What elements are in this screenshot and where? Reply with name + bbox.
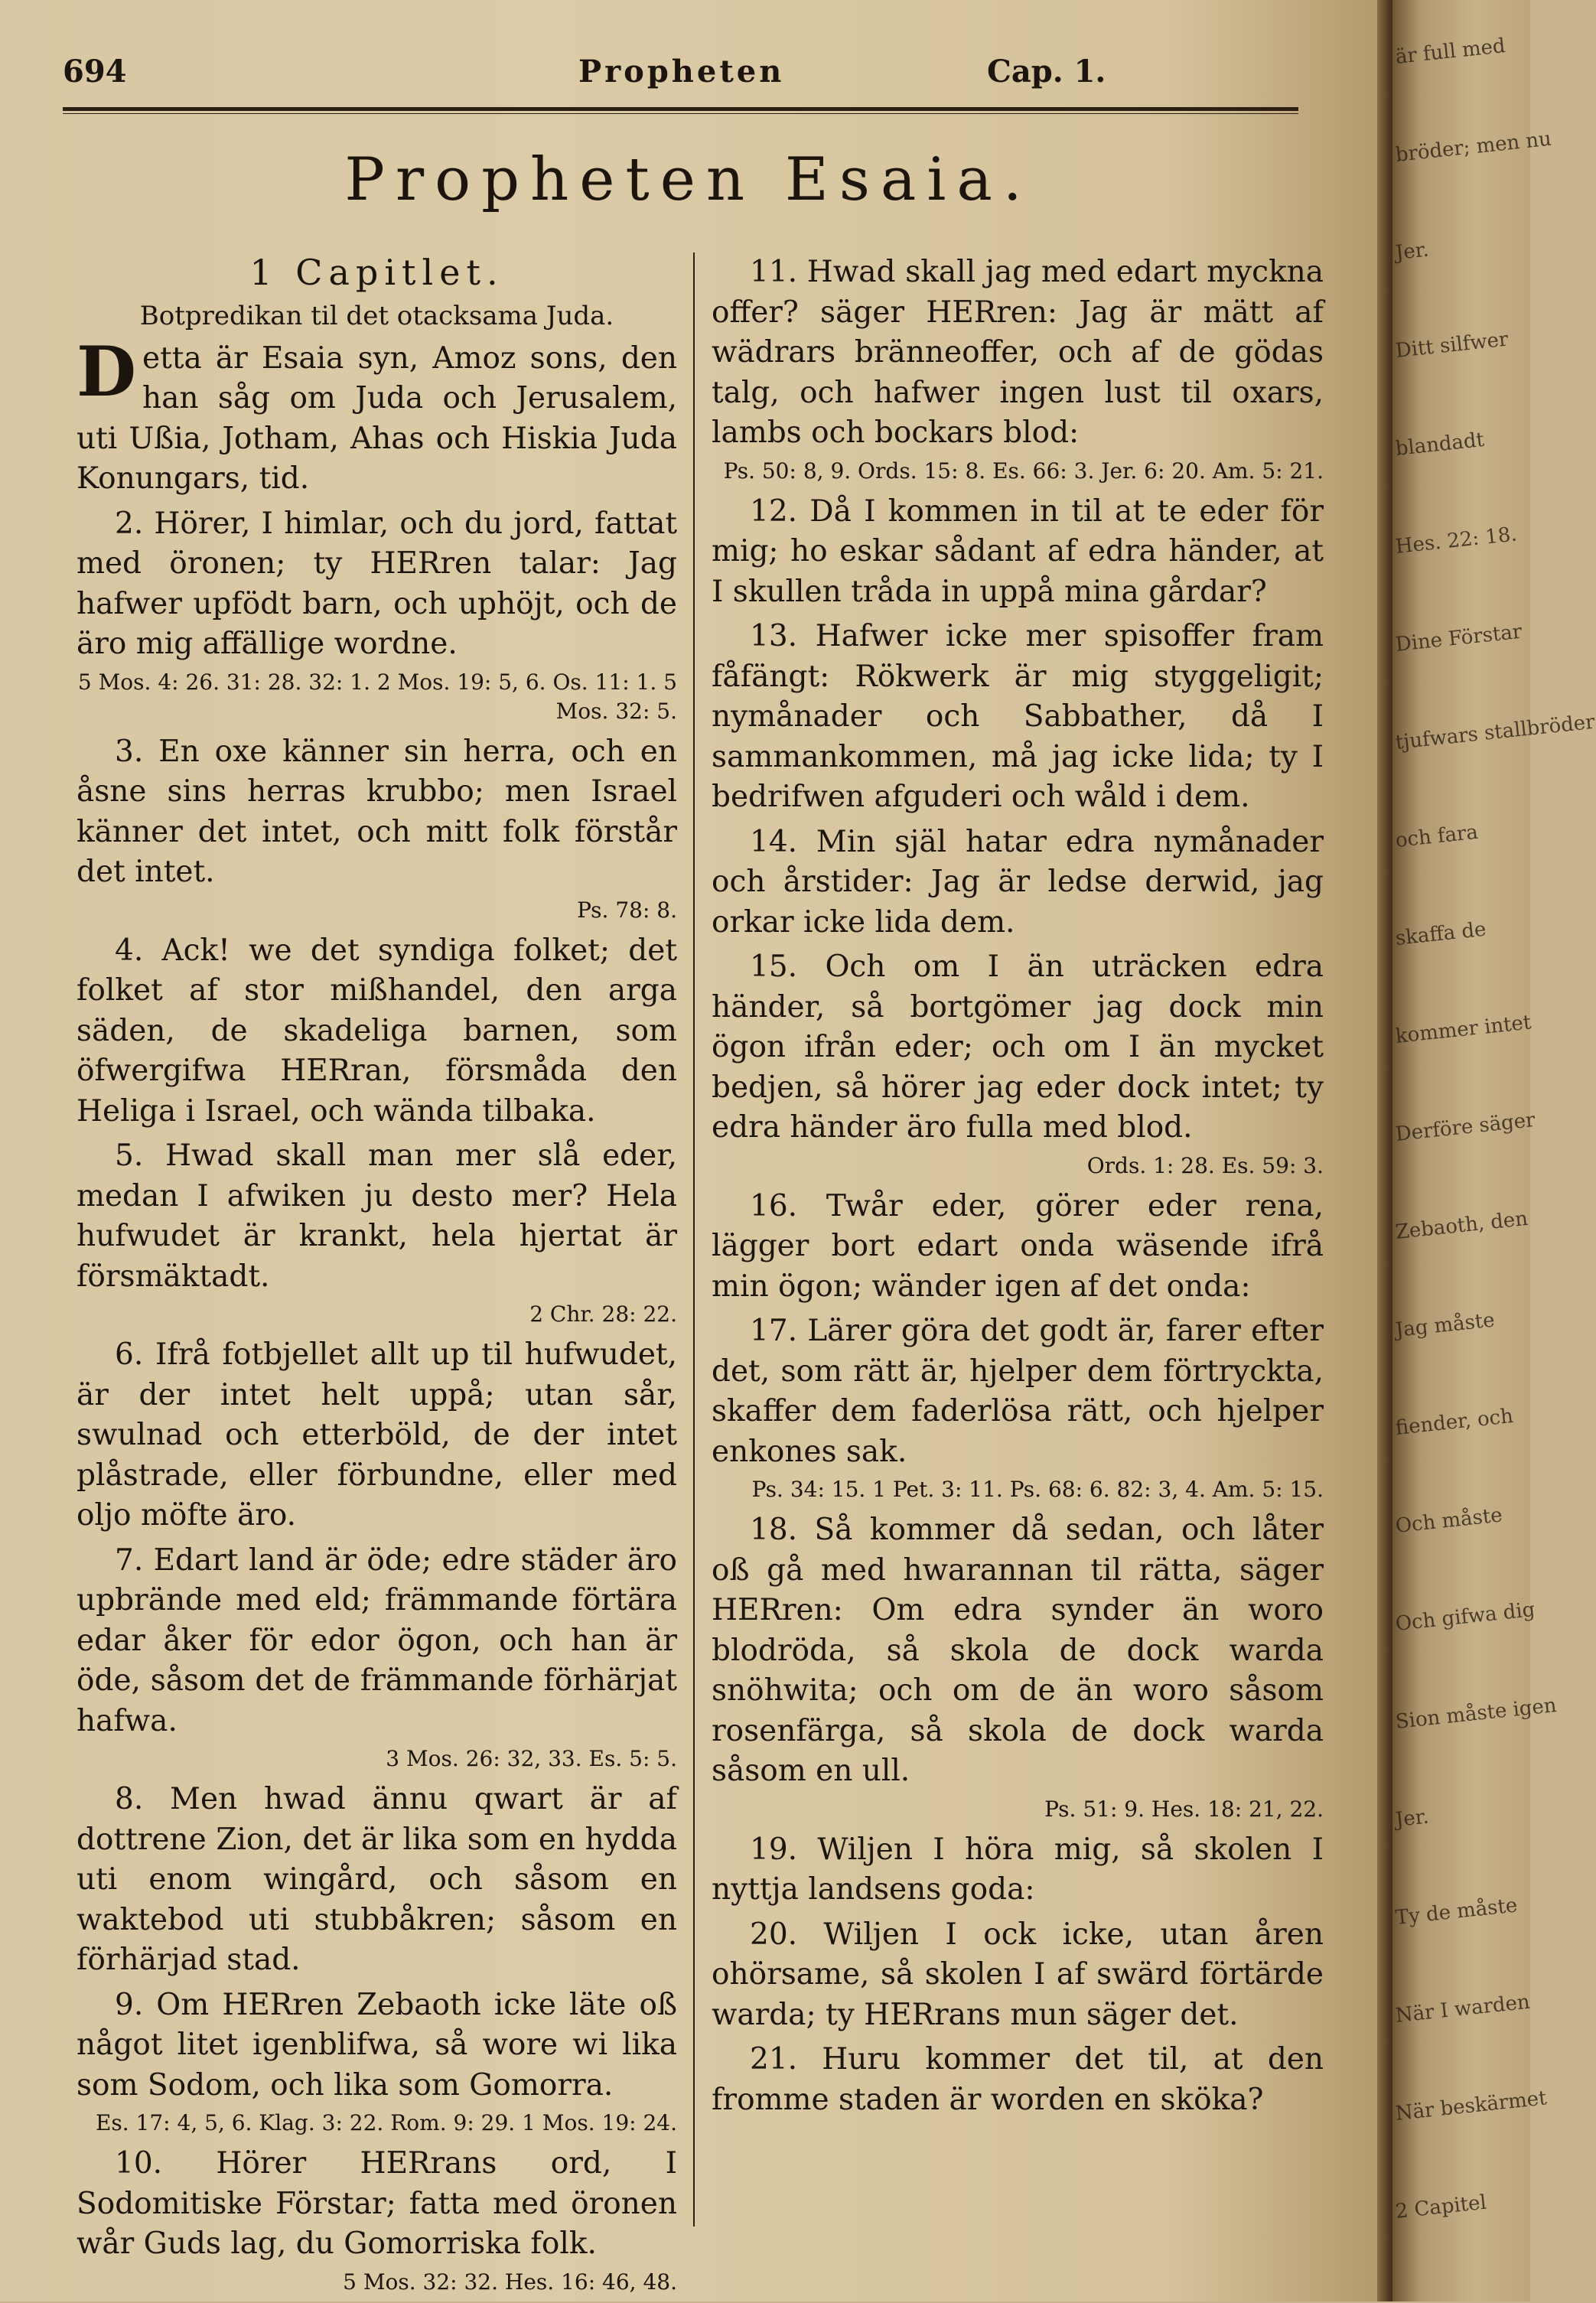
verse-text: 21. Huru kommer det til, at den fromme staden är worden en sköka? [712, 2042, 1324, 2117]
verse-text: 15. Och om I än uträcken edra händer, så bortgömer jag dock min ögon ifrån eder; och om I än mycket bedjen, så hörer jag eder dock intet; ty edra händer äro fulla med blod. [712, 950, 1324, 1145]
verse [77, 2144, 677, 2265]
verse-text: 17. Lärer göra det godt är, farer efter det, som rätt är, hjelper dem förtryckta, skaffer dem faderlösa rätt, och hjelper enkones sak. [712, 1314, 1324, 1469]
header-rule-thin [63, 113, 1298, 114]
cross-reference: Ps. 51: 9. Hes. 18: 21, 22. [1044, 1796, 1324, 1822]
facing-page-fragment: bröder; men nu [1394, 127, 1553, 167]
verse [712, 1915, 1324, 2036]
cross-reference: 3 Mos. 26: 32, 33. Es. 5: 5. [386, 1746, 677, 1771]
verse-text: 18. Så kommer då sedan, och låter oß gå med hwarannan til rätta, säger HERren: Om edra synder än woro blodröda, så skola de dock warda snöhwita; och om de än woro såsom rosenfärga, så skola de dock warda såsom en ull. [712, 1513, 1324, 1788]
verse [712, 1187, 1324, 1308]
verse-text: 7. Edart land är öde; edre städer äro upbrände med eld; främmande förtära edar åker för edor ögon, och han är öde, såsom det de främmande förhärjat hafwa. [77, 1542, 677, 1738]
facing-page-edge [1392, 0, 1596, 2301]
facing-page-fragment: Ditt silfwer [1394, 327, 1510, 363]
right-column [712, 252, 1324, 2125]
verse [77, 1335, 677, 1536]
facing-page-fragment: kommer intet [1394, 1011, 1532, 1048]
verse [77, 1541, 677, 1742]
facing-page-fragment: 2 Capitel [1394, 2191, 1488, 2223]
cross-reference: Es. 17: 4, 5, 6. Klag. 3: 22. Rom. 9: 29. 1 Mos. 19: 24. [95, 2110, 677, 2135]
running-title: Propheten [578, 54, 785, 90]
verse [712, 947, 1324, 1148]
facing-page-fragment: Zebaoth, den [1394, 1207, 1529, 1244]
header-rule [63, 107, 1298, 111]
cross-reference: Ps. 34: 15. 1 Pet. 3: 11. Ps. 68: 6. 82: 3, 4. Am. 5: 15. [751, 1477, 1324, 1502]
drop-cap: D [77, 331, 137, 412]
verse-text: 16. Twår eder, görer eder rena, lägger bort edart onda wäsende ifrå min ögon; wänder igen af det onda: [712, 1188, 1324, 1304]
verse-text: 9. Om HERren Zebaoth icke läte oß något litet igenblifwa, så wore wi lika som Sodom, och lika som Gomorra. [77, 1987, 677, 2103]
cross-reference: 5 Mos. 32: 32. Hes. 16: 46, 48. [343, 2269, 677, 2295]
verse [712, 492, 1324, 613]
book-title: Propheten Esaia. [344, 145, 1033, 214]
facing-page-fragment: Jer. [1394, 238, 1430, 265]
cross-reference: Ps. 50: 8, 9. Ords. 15: 8. Es. 66: 3. Jer. 6: 20. Am. 5: 21. [723, 458, 1324, 484]
verse [77, 931, 677, 1132]
verse-text: 3. En oxe känner sin herra, och en åsne sins herras krubbo; men Israel känner det intet, och mitt folk förstår det intet. [77, 734, 677, 889]
left-verses [77, 331, 677, 2297]
facing-page-fragment: Sion måste igen [1394, 1693, 1558, 1734]
verse [712, 822, 1324, 943]
verse-text: 20. Wiljen I ock icke, utan åren ohörsame, så skolen I af swärd förtärde warda; ty HERrans mun säger det. [712, 1917, 1324, 2032]
facing-page-fragment: blandadt [1394, 428, 1486, 461]
chapter-summary: Botpredikan til det otacksama Juda. [139, 300, 614, 331]
facing-page-fragment: Och gifwa dig [1394, 1598, 1536, 1636]
facing-page-fragment: Och måste [1394, 1503, 1504, 1538]
facing-page-fragment: är full med [1394, 34, 1506, 69]
verse-text: 5. Hwad skall man mer slå eder, medan I afwiken ju desto mer? Hela hufwudet är krankt, hela hjertat är försmäktadt. [77, 1138, 677, 1294]
verse [77, 732, 677, 893]
verse [77, 1780, 677, 1981]
cross-reference: 5 Mos. 4: 26. 31: 28. 32: 1. 2 Mos. 19: 5, 6. Os. 11: 1. 5 Mos. 32: 5. [77, 669, 677, 724]
verse [712, 1510, 1324, 1792]
verse-text: 13. Hafwer icke mer spisoffer fram fåfängt: Rökwerk är mig styggeligit; nymånader och Sabbather, då I sammankommen, må jag icke lida; ty I bedrifwen afguderi och wåld i dem. [712, 619, 1324, 814]
verse-text: etta är Esaia syn, Amoz sons, den han såg om Juda och Jerusalem, uti Ußia, Jotham, Ahas och Hiskia Juda Konungars, tid. [77, 340, 677, 496]
facing-page-fragment: Derföre säger [1394, 1108, 1536, 1146]
facing-page-fragment: Dine Förstar [1394, 620, 1523, 656]
facing-page-fragment: fiender, och [1394, 1404, 1515, 1440]
facing-page-fragment: tjufwars stallbröder [1394, 710, 1596, 754]
facing-page-fragment: skaffa de [1394, 917, 1487, 950]
verse [77, 1136, 677, 1297]
column-divider [693, 252, 695, 2226]
book-gutter [1377, 0, 1392, 2301]
verse [712, 252, 1324, 454]
verse-text: 19. Wiljen I höra mig, så skolen I nyttja landsens goda: [712, 1832, 1324, 1907]
verse-text: 8. Men hwad ännu qwart är af dottrene Zion, det är lika som en hydda uti enom wingård, och såsom en waktebod uti stubbåkren; såsom en förhärjad stad. [77, 1782, 677, 1977]
verse-text: 12. Då I kommen in til at te eder för mig; ho eskar sådant af edra händer, at I skullen tråda in uppå mina gårdar? [712, 494, 1324, 609]
facing-page-fragment: Jer. [1394, 1805, 1430, 1832]
verse-text: 11. Hwad skall jag med edart myckna offer? säger HERren: Jag är mätt af wädrars bränneoffer, och af de gödas talg, och hafwer ingen lust til oxars, lambs och bockars blod: [712, 255, 1324, 450]
facing-page-fragment: och fara [1394, 820, 1480, 852]
verse [77, 331, 677, 500]
facing-page-fragment: Jag måste [1394, 1308, 1497, 1342]
chapter-label: Cap. 1. [987, 54, 1106, 90]
verse [712, 1311, 1324, 1472]
verse [712, 617, 1324, 818]
verse [77, 1985, 677, 2106]
right-verses [712, 252, 1324, 2120]
verse-text: 6. Ifrå fotbjellet allt up til hufwudet, är der intet helt uppå; utan sår, swulnad och etterböld, de der intet plåstrade, eller förbundne, eller med oljo möfte äro. [77, 1337, 677, 1533]
facing-page-fragment: Hes. 22: 18. [1394, 523, 1519, 559]
verse-text: 10. Hörer HERrans ord, I Sodomitiske Förstar; fatta med öronen wår Guds lag, du Gomorriska folk. [77, 2146, 677, 2261]
cross-reference: Ords. 1: 28. Es. 59: 3. [1086, 1152, 1324, 1178]
verse [712, 2040, 1324, 2120]
cross-reference: Ps. 78: 8. [577, 897, 677, 923]
facing-page-fragment: Ty de måste [1394, 1894, 1519, 1930]
verse-text: 2. Hörer, I himlar, och du jord, fattat med öronen; ty HERren talar: Jag hafwer upfödt barn, och uphöjt, och de äro mig affällige wordne. [77, 506, 677, 661]
facing-page-fragment: När I warden [1394, 1990, 1532, 2028]
verse-text: 14. Min själ hatar edra nymånader och årstider: Jag är ledse derwid, jag orkar icke lida dem. [712, 824, 1324, 940]
left-column [77, 252, 677, 2303]
cross-reference: 2 Chr. 28: 22. [529, 1301, 677, 1327]
facing-page-fragment: När beskärmet [1394, 2086, 1548, 2125]
verse [712, 1830, 1324, 1910]
verse [77, 504, 677, 665]
page-number: 694 [63, 54, 127, 90]
verse-text: 4. Ack! we det syndiga folket; det folket af stor mißhandel, den arga säden, de skadeliga barnen, som öfwergifwa HERran, försmåda den Heliga i Israel, och wända tilbaka. [77, 933, 677, 1129]
chapter-heading: 1 Capitlet. [249, 252, 504, 293]
